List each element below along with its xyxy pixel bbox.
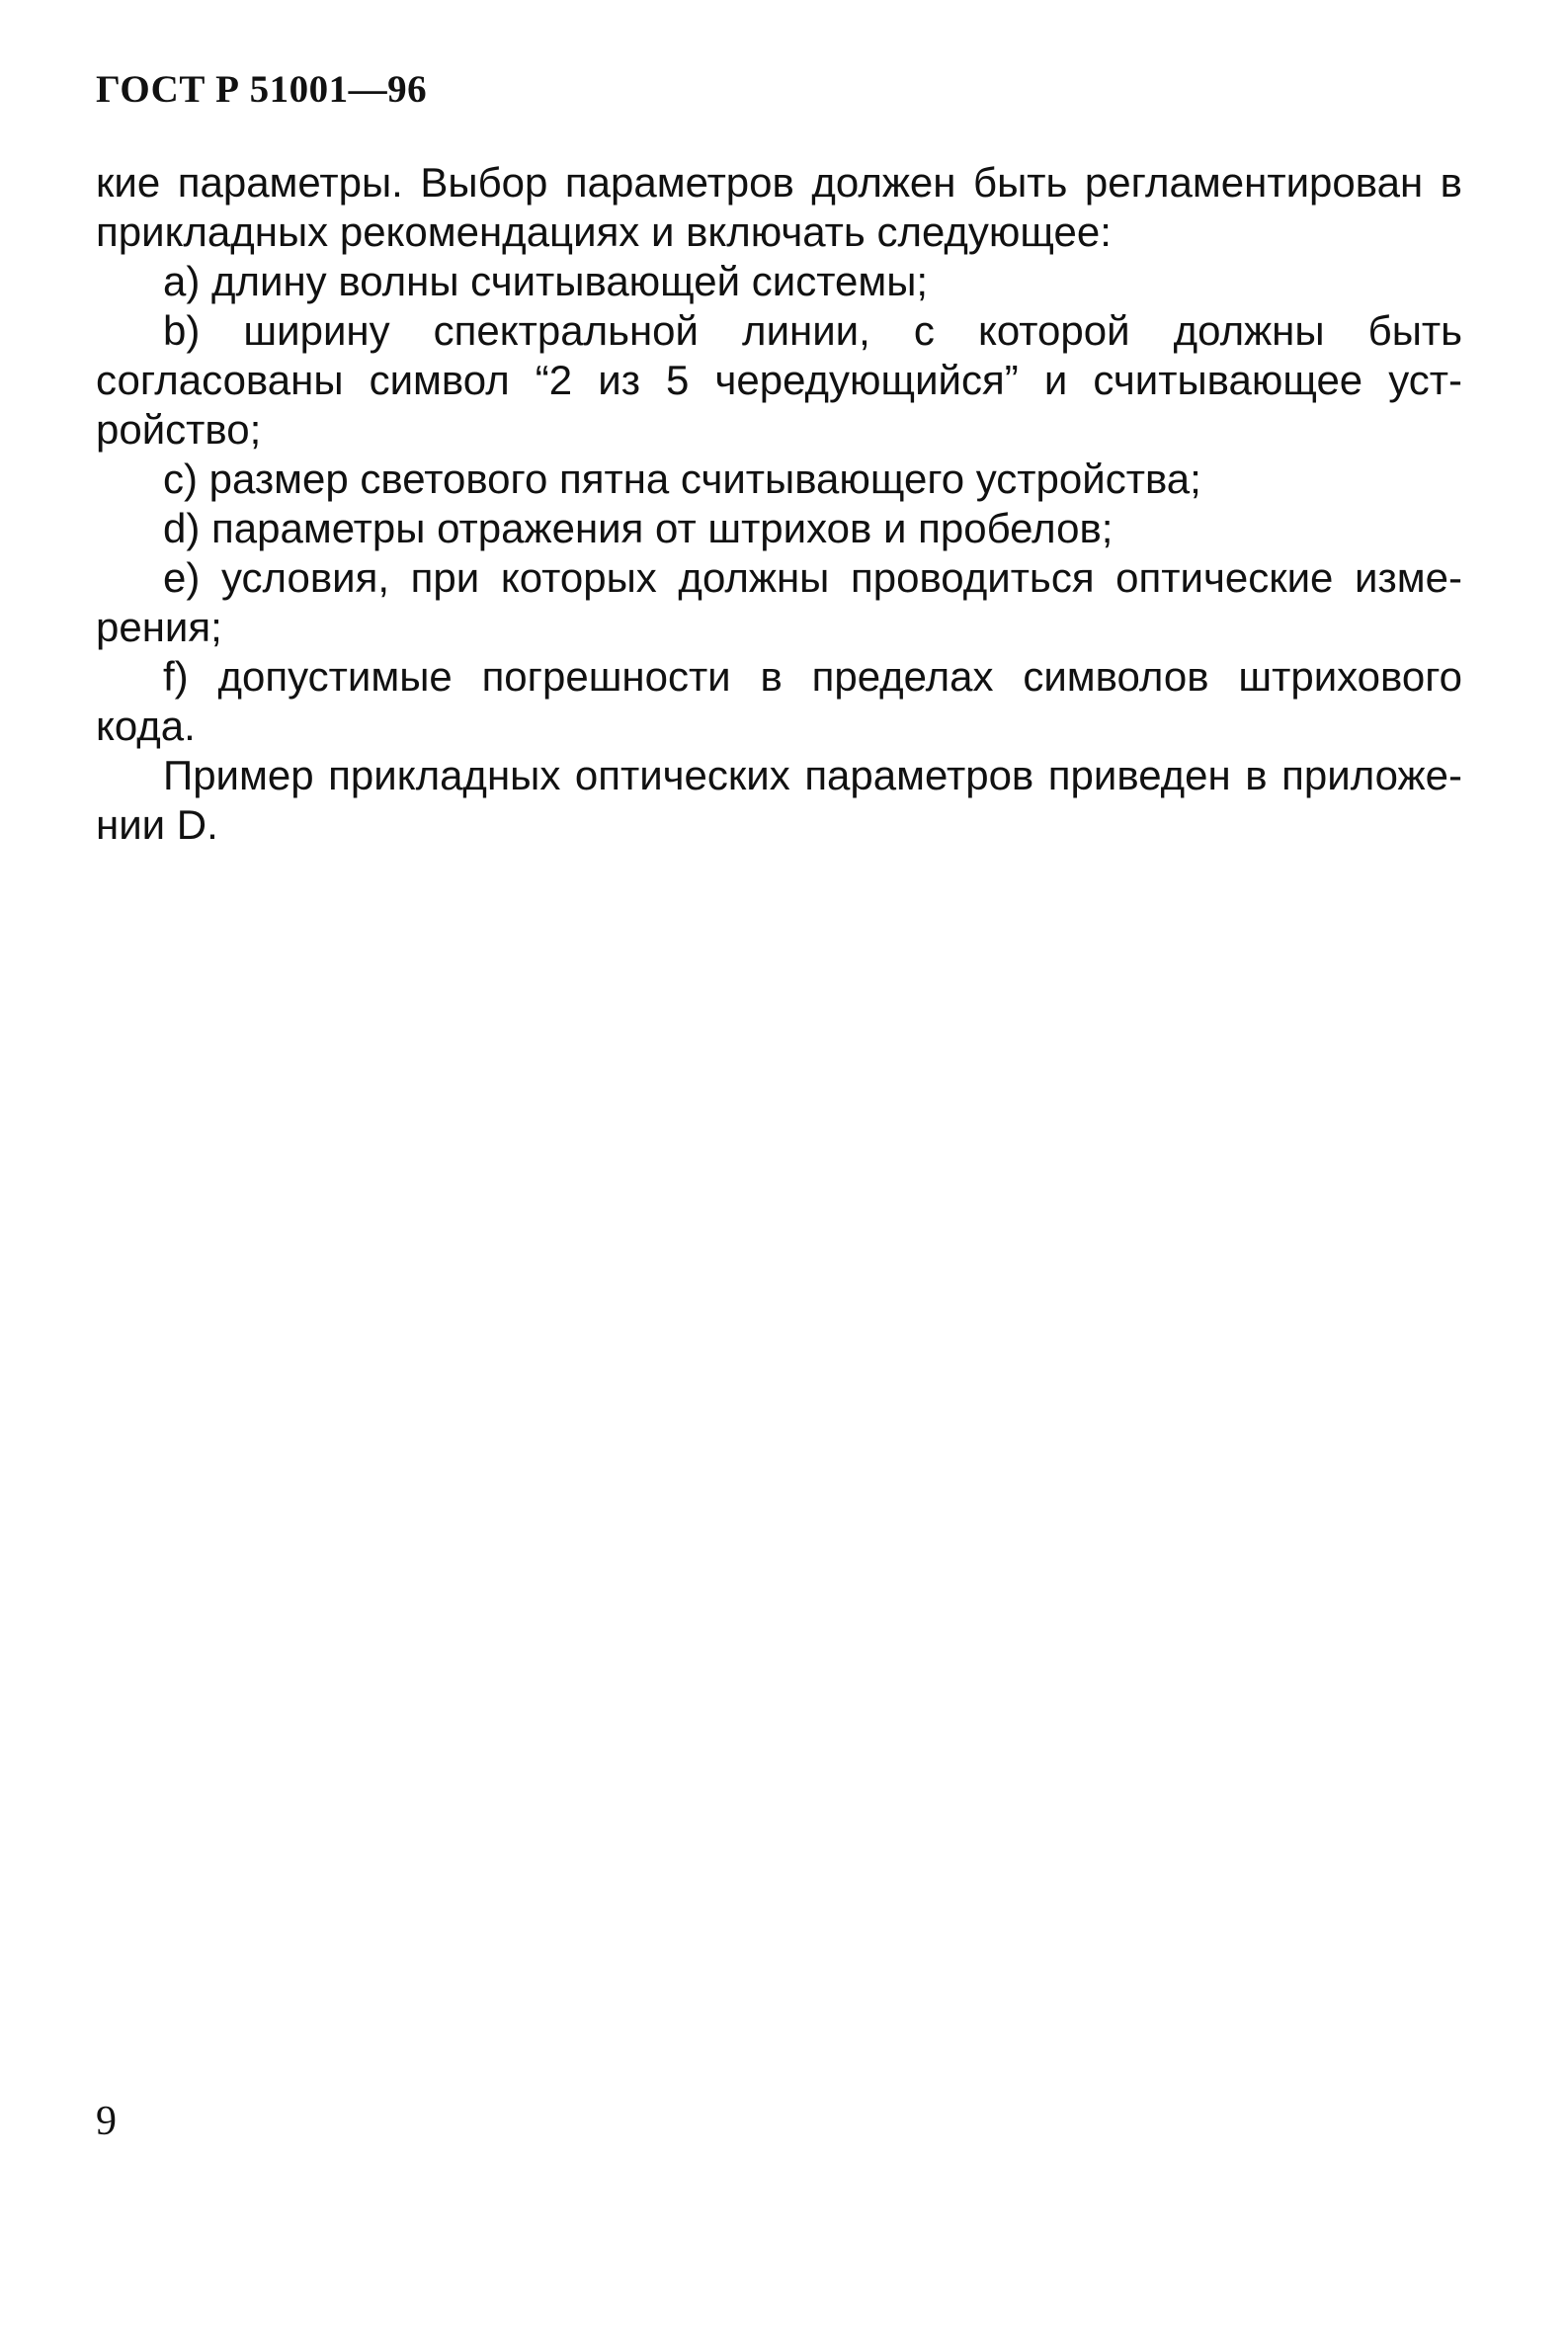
body-line: прикладных рекомендациях и включать следующее: [96, 208, 1112, 255]
closing-paragraph-end: нии D. [96, 801, 218, 848]
document-header: ГОСТ Р 51001—96 [96, 68, 428, 111]
list-item-a: a) длину волны считывающей системы; [163, 258, 929, 304]
page-number: 9 [96, 2099, 117, 2144]
list-item-e: e) условия, при которых должны проводиться оптические изме- [163, 554, 1462, 601]
list-item-f-end: кода. [96, 703, 196, 749]
document-body [96, 158, 1462, 850]
list-item-c: c) размер светового пятна считывающего устройства; [163, 456, 1201, 502]
list-item-b-end: ройство; [96, 406, 262, 453]
list-item-d: d) параметры отражения от штрихов и пробелов; [163, 505, 1114, 551]
body-line: кие параметры. Выбор параметров должен быть регламентирован в [96, 159, 1462, 206]
list-item-b: b) ширину спектральной линии, с которой должны быть [163, 307, 1462, 354]
list-item-e-end: рения; [96, 604, 222, 650]
list-item-b-cont: согласованы символ “2 из 5 чередующийся” и считывающее уст- [96, 357, 1462, 403]
closing-paragraph: Пример прикладных оптических параметров приведен в приложе- [163, 752, 1462, 798]
list-item-f: f) допустимые погрешности в пределах символов штрихового [163, 653, 1462, 700]
